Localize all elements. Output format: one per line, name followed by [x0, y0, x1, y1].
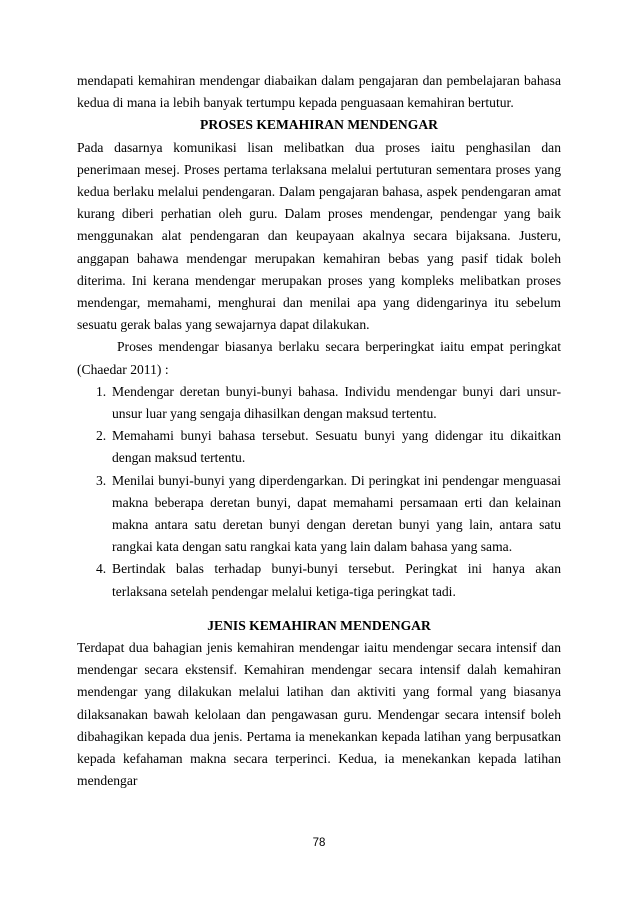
list-item-text: Mendengar deretan bunyi-bunyi bahasa. Individu mendengar bunyi dari unsur-unsur luar yang sengaja dihasilkan dengan maksud tertentu. — [112, 383, 561, 422]
list-item-number: 1. — [96, 383, 107, 399]
intro-paragraph: mendapati kemahiran mendengar diabaikan dalam pengajaran dan pembelajaran bahasa kedua di mana ia lebih banyak tertumpu kepada penguasaan kemahiran bertutur. — [77, 73, 561, 111]
proses-list — [77, 381, 561, 603]
list-item — [77, 381, 561, 425]
list-item — [77, 470, 561, 559]
list-item-text: Bertindak balas terhadap bunyi-bunyi tersebut. Peringkat ini hanya akan terlaksana setelah pendengar melalui ketiga-tiga peringkat tadi. — [112, 561, 561, 599]
document-page — [77, 70, 561, 793]
section-heading-proses: PROSES KEMAHIRAN MENDENGAR — [200, 117, 438, 133]
list-item-text: Memahami bunyi bahasa tersebut. Sesuatu bunyi yang didengar itu dikaitkan dengan maksud tertentu. — [112, 428, 561, 466]
list-item — [77, 425, 561, 469]
list-item — [77, 558, 561, 602]
section-heading-jenis: JENIS KEMAHIRAN MENDENGAR — [207, 617, 431, 633]
section-spacer — [77, 603, 561, 615]
list-item-number: 4. — [96, 561, 107, 577]
jenis-paragraph-1: Terdapat dua bahagian jenis kemahiran mendengar iaitu mendengar secara intensif dan mendengar secara ekstensif. Kemahiran mendengar secara intensif dalah kemahiran mendengar yang dilakukan melalui latihan dan aktiviti yang formal yang biasanya dilaksanakan bawah kelolaan dan pengawasan guru. Mendengar secara intensif boleh dibahagikan kepada dua jenis. Pertama ia menekankan kepada latihan yang berpusatkan kepada kefahaman makna secara terperinci. Kedua, ia menekankan kepada latihan mendengar — [77, 640, 561, 789]
list-item-text: Menilai bunyi-bunyi yang diperdengarkan. Di peringkat ini pendengar menguasai makna beberapa deretan bunyi, dapat memahami persamaan erti dan kelainan makna antara satu deretan bunyi dengan deretan bunyi yang lain, antara satu rangkai kata dengan satu rangkai kata yang lain dalam bahasa yang sama. — [112, 472, 561, 555]
proses-paragraph-2: Proses mendengar biasanya berlaku secara berperingkat iaitu empat peringkat (Chaedar 2011) : — [77, 339, 561, 377]
proses-paragraph-1: Pada dasarnya komunikasi lisan melibatkan dua proses iaitu penghasilan dan penerimaan mesej. Proses pertama terlaksana melalui pertuturan sementara proses yang kedua berlaku melalui pendengaran. Dalam pengajaran bahasa, aspek pendengaran amat kurang diberi perhatian oleh guru. Dalam proses mendengar, pendengar yang baik menggunakan alat pendengaran dan keupayaan akalnya secara bijaksana. Justeru, anggapan bahawa mendengar merupakan kemahiran bebas yang pasif tidak boleh diterima. Ini kerana mendengar merupakan proses yang kompleks melibatkan proses mendengar, memahami, menghurai dan menilai apa yang didengarinya itu sebelum sesuatu gerak balas yang sewajarnya dapat dilakukan. — [77, 139, 561, 333]
list-item-number: 2. — [96, 428, 107, 444]
list-item-number: 3. — [96, 472, 107, 488]
page-number: 78 — [312, 837, 326, 849]
